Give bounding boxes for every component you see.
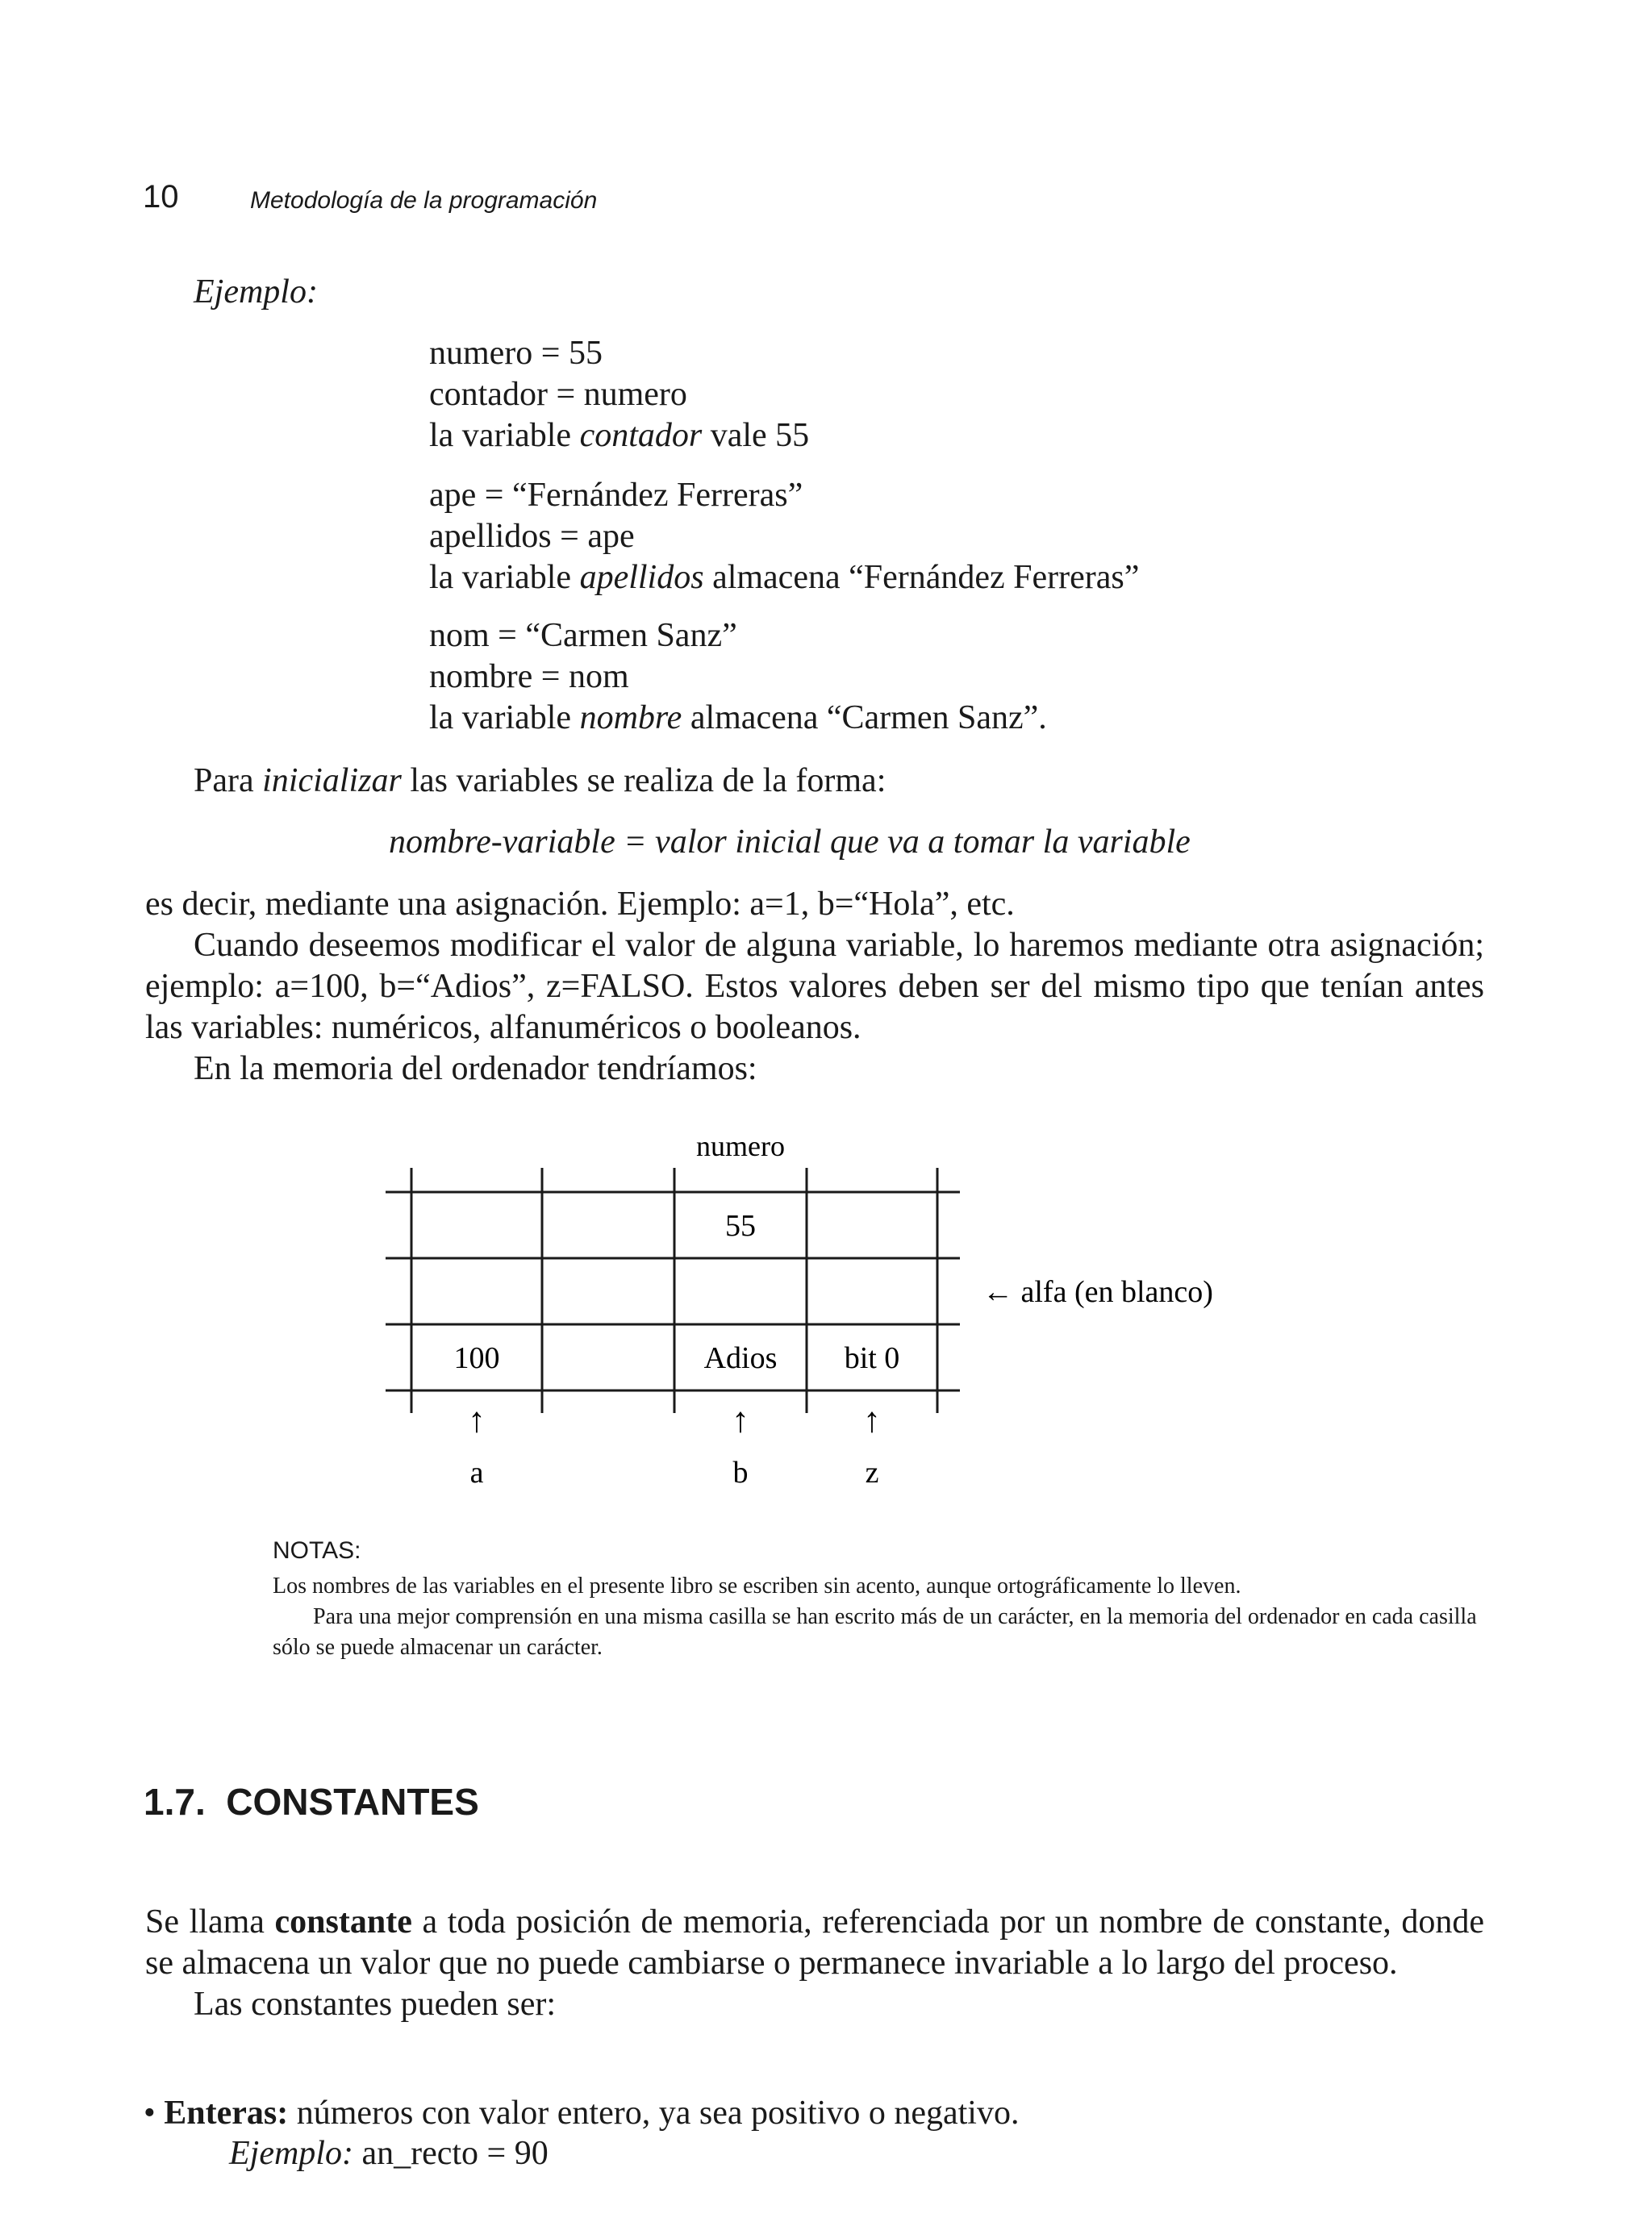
- var-label-a: a: [469, 1456, 484, 1490]
- note-item: Para una mejor comprensión en una misma casilla se han escrito más de un carácter, en la memoria del ordenador en cada casilla sólo se puede almacenar un carácter.: [273, 1604, 1477, 1660]
- example-line: nom = “Carmen Sanz”: [429, 617, 737, 654]
- notes-body: [273, 1571, 1483, 1663]
- paragraph: es decir, mediante una asignación. Ejemplo: a=1, b=“Hola”, etc.: [145, 886, 1015, 923]
- alfa-label: ← alfa (en blanco): [982, 1275, 1213, 1309]
- memory-cell: 100: [453, 1341, 500, 1375]
- bullet-icon: •: [144, 2095, 156, 2132]
- example-line: ape = “Fernández Ferreras”: [429, 477, 803, 514]
- example-label: Ejemplo:: [194, 273, 318, 311]
- example-line: la variable nombre almacena “Carmen Sanz”.: [429, 699, 1047, 736]
- arrow-up-icon: ↑: [468, 1400, 486, 1440]
- init-sentence: Para inicializar las variables se realiza de la forma:: [194, 762, 886, 799]
- memory-cell: bit 0: [844, 1341, 900, 1375]
- paragraph: En la memoria del ordenador tendríamos:: [194, 1050, 757, 1087]
- memory-cell: 55: [725, 1209, 756, 1243]
- paragraph: Las constantes pueden ser:: [194, 1986, 557, 2023]
- example-line: apellidos = ape: [429, 518, 635, 555]
- bullet-example: Ejemplo: an_recto = 90: [229, 2135, 549, 2172]
- paragraph: Cuando deseemos modificar el valor de alguna variable, lo haremos mediante otra asignación; ejemplo: a=100, b=“Adios”, z=FALSO. Estos valores deben ser del mismo tipo que tenían antes las variables: numéricos, alfanuméricos o booleanos.: [145, 927, 1484, 1046]
- example-line: nombre = nom: [429, 658, 629, 695]
- running-title: Metodología de la programación: [250, 187, 598, 214]
- example-line: la variable apellidos almacena “Fernández Ferreras”: [429, 559, 1140, 596]
- page-number: 10: [143, 179, 179, 215]
- memory-top-label: numero: [696, 1130, 785, 1162]
- var-label-z: z: [865, 1456, 879, 1490]
- example-line: la variable contador vale 55: [429, 417, 810, 454]
- section-heading: 1.7. CONSTANTES: [144, 1781, 479, 1823]
- paragraph: Se llama constante a toda posición de memoria, referenciada por un nombre de constante, donde se almacena un valor que no puede cambiarse o permanece invariable a lo largo del proceso.: [145, 1903, 1484, 1982]
- init-formula: nombre-variable = valor inicial que va a tomar la variable: [389, 823, 1191, 861]
- var-label-b: b: [732, 1456, 749, 1490]
- arrow-up-icon: ↑: [863, 1400, 881, 1440]
- note-item: Los nombres de las variables en el presente libro se escriben sin acento, aunque ortográficamente lo lleven.: [273, 1574, 1241, 1599]
- notes-title: NOTAS:: [273, 1537, 361, 1564]
- constants-body: [145, 1902, 1484, 2025]
- example-line: numero = 55: [429, 335, 603, 372]
- example-line: contador = numero: [429, 376, 687, 413]
- memory-cell: Adios: [703, 1341, 778, 1375]
- bullet-item: • Enteras: números con valor entero, ya sea positivo o negativo.: [144, 2095, 1020, 2132]
- arrow-up-icon: ↑: [732, 1400, 749, 1440]
